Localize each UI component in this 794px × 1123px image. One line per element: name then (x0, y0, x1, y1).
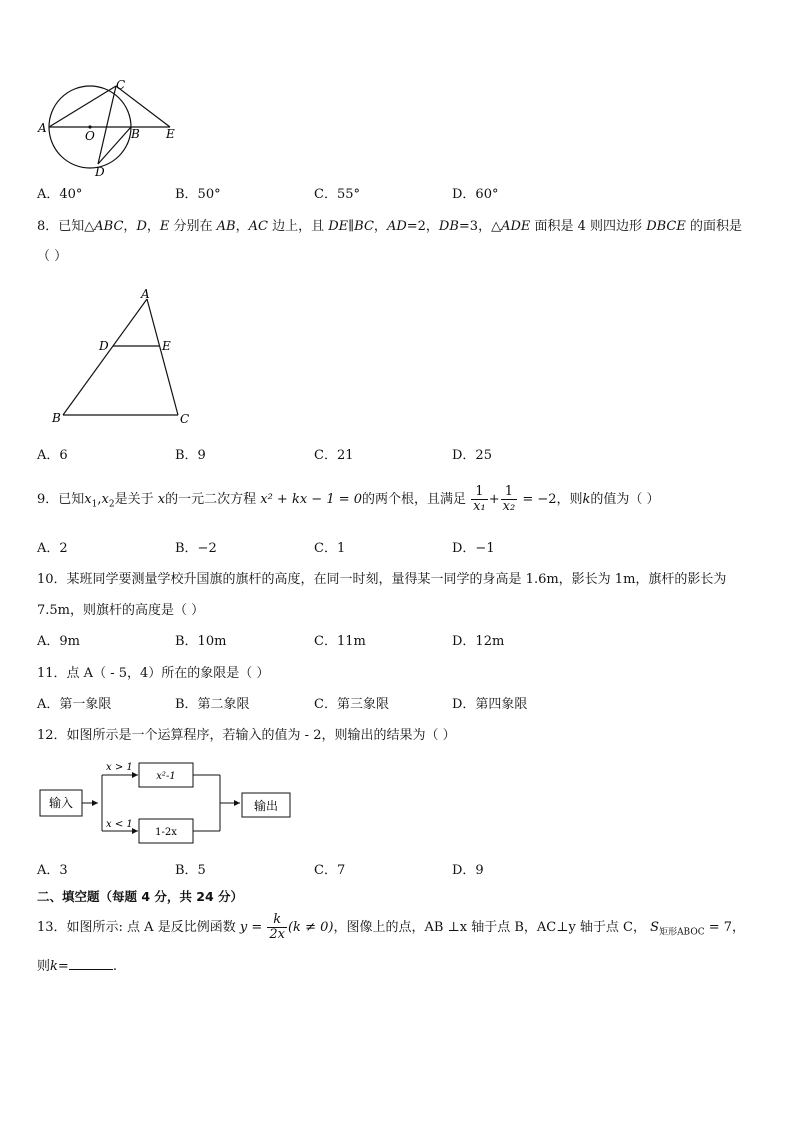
q8-e: E (159, 219, 170, 234)
flow-box-top: x²-1 (156, 771, 176, 782)
q7-label-b: B (131, 127, 140, 141)
q9-sub1: 1 (91, 499, 98, 510)
q11-option-b[interactable]: B．第二象限 (175, 697, 250, 712)
q9-x2: x (101, 492, 109, 507)
q9-frac-den: x₂ (502, 499, 516, 514)
q10-option-b[interactable]: B．10m (175, 634, 227, 649)
q8-text: 面积是 4 则四边形 (530, 219, 647, 234)
q13-text: ，图像上的点，AB ⊥x 轴于点 B，AC⊥y 轴于点 C， (333, 920, 647, 935)
q8-label-a: A (141, 287, 150, 301)
q10-options (37, 633, 757, 651)
section-title-fill-in: 二、填空题（每题 4 分，共 24 分） (37, 889, 244, 904)
q8-option-c[interactable]: C．21 (314, 448, 354, 463)
q12-options (37, 862, 757, 880)
q12-question: 12．如图所示是一个运算程序，若输入的值为 - 2，则输出的结果为（ ） (37, 728, 456, 743)
q9-text: 已知 (58, 492, 85, 507)
q9-fraction-2 (501, 485, 518, 514)
q8-text: 边上，且 (267, 219, 329, 234)
q8-ab: AB (216, 219, 236, 234)
q8-db: DB (438, 219, 459, 234)
q9-text: 是关于 (114, 492, 154, 507)
q9-frac-num: 1 (501, 485, 518, 500)
q7-label-d: D (95, 165, 105, 179)
q13-fraction (267, 913, 287, 942)
q7-option-a[interactable]: A．40° (37, 187, 83, 202)
q8-label-e: E (162, 339, 171, 353)
q8-options (37, 447, 757, 465)
flow-output-label: 输出 (253, 799, 279, 813)
q8-text: =3，△ (458, 219, 502, 234)
q9-frac-den: x₁ (473, 499, 486, 514)
q9-plus: + (488, 492, 500, 507)
q13-text: ， (732, 920, 746, 935)
q8-figure (48, 285, 198, 430)
q13-func-cond: (k ≠ 0) (287, 920, 334, 935)
q8-option-b[interactable]: B．9 (175, 448, 206, 463)
q13-text: 13．如图所示: 点 A 是反比例函数 (37, 920, 236, 935)
q7-options (37, 186, 757, 204)
q8-option-d[interactable]: D．25 (452, 448, 492, 463)
q9-question (37, 480, 660, 520)
q12-option-b[interactable]: B．5 (175, 863, 206, 878)
q13-answer-line (37, 957, 117, 976)
q13-text: 则 (37, 959, 51, 974)
q8-text: ∥ (348, 219, 355, 234)
q9-option-b[interactable]: B．−2 (175, 541, 217, 556)
q12-option-c[interactable]: C．7 (314, 863, 346, 878)
q9-frac-num: 1 (471, 485, 488, 500)
flow-cond-bottom: x < 1 (106, 819, 133, 830)
q8-text: =2， (406, 219, 439, 234)
q9-text: ，则 (556, 492, 583, 507)
q9-text: 的两个根，且满足 (362, 492, 467, 507)
flow-cond-top: x > 1 (106, 762, 133, 773)
q8-option-a[interactable]: A．6 (37, 448, 68, 463)
q13-area-value: = 7 (708, 920, 733, 935)
q13-k: k (50, 959, 58, 974)
q11-question: 11．点 A（ - 5，4）所在的象限是（ ） (37, 666, 270, 681)
q8-paren: （ ） (37, 249, 68, 264)
q12-option-a[interactable]: A．3 (37, 863, 68, 878)
q9-option-d[interactable]: D．−1 (452, 541, 495, 556)
q9-number: 9． (37, 492, 59, 507)
q8-text: ， (146, 219, 160, 234)
q13-func-lhs: y = (239, 920, 263, 935)
q8-text: 的面积是 (685, 219, 742, 234)
q9-rhs: = −2 (522, 492, 557, 507)
q9-fraction-1 (471, 485, 488, 514)
q7-figure (30, 72, 190, 182)
q8-text: 分别在 (169, 219, 217, 234)
q8-ad: AD (386, 219, 407, 234)
q9-option-a[interactable]: A．2 (37, 541, 68, 556)
q8-label-d: D (99, 339, 109, 353)
q13-text: = (57, 959, 69, 974)
q8-d: D (136, 219, 147, 234)
q9-text: 的一元二次方程 (165, 492, 257, 507)
q10-option-a[interactable]: A．9m (37, 634, 80, 649)
q8-de: DE (328, 219, 349, 234)
q11-options (37, 696, 757, 714)
q8-dbce: DBCE (646, 219, 686, 234)
q10-question-line2: 7.5m，则旗杆的高度是（ ） (37, 603, 205, 618)
q9-x1: x (84, 492, 92, 507)
q12-flowchart (36, 758, 306, 848)
q8-label-b: B (52, 411, 61, 425)
q8-label-c: C (180, 412, 190, 426)
q8-number: 8． (37, 219, 59, 234)
q8-text: ， (235, 219, 249, 234)
q12-option-d[interactable]: D．9 (452, 863, 484, 878)
q13-area-sub: 矩形ABOC (659, 927, 705, 938)
q9-equation: x² + kx − 1 = 0 (260, 492, 363, 507)
q13-frac-den: 2x (269, 927, 285, 942)
q8-text: 已知△ (58, 219, 95, 234)
flow-input-label: 输入 (48, 796, 74, 810)
q10-option-c[interactable]: C．11m (314, 634, 366, 649)
q13-text: . (112, 959, 117, 974)
q9-sub2: 2 (108, 499, 115, 510)
q13-area-symbol: S (650, 920, 660, 935)
q9-option-c[interactable]: C．1 (314, 541, 346, 556)
q11-option-c[interactable]: C．第三象限 (314, 697, 389, 712)
q10-option-d[interactable]: D．12m (452, 634, 505, 649)
q7-option-c[interactable]: C．55° (314, 187, 360, 202)
q9-x: x (157, 492, 166, 507)
q8-abc: ABC (94, 219, 124, 234)
q7-label-a: A (38, 121, 47, 135)
q8-text: ， (373, 219, 387, 234)
q13-answer-blank[interactable] (69, 957, 113, 970)
q9-text: 的值为（ ） (590, 492, 660, 507)
q7-option-b[interactable]: B．50° (175, 187, 221, 202)
q7-label-c: C (116, 78, 126, 92)
q9-k: k (582, 492, 591, 507)
q9-comma: , (97, 492, 102, 507)
q8-question (37, 218, 742, 236)
q8-ac: AC (248, 219, 268, 234)
q13-frac-num: k (267, 913, 287, 928)
q7-label-e: E (166, 127, 175, 141)
flow-box-bottom: 1-2x (155, 827, 177, 838)
q13-question (37, 908, 745, 948)
q7-option-d[interactable]: D．60° (452, 187, 499, 202)
q8-ade: ADE (501, 219, 531, 234)
q11-option-a[interactable]: A．第一象限 (37, 697, 112, 712)
q7-label-o: O (85, 129, 95, 143)
q8-text: ， (123, 219, 137, 234)
q8-bc: BC (354, 219, 374, 234)
q10-question-line1: 10．某班同学要测量学校升国旗的旗杆的高度，在同一时刻，量得某一同学的身高是 1.6m，影长为 1m，旗杆的影长为 (37, 572, 727, 587)
q9-options (37, 540, 757, 558)
q11-option-d[interactable]: D．第四象限 (452, 697, 528, 712)
